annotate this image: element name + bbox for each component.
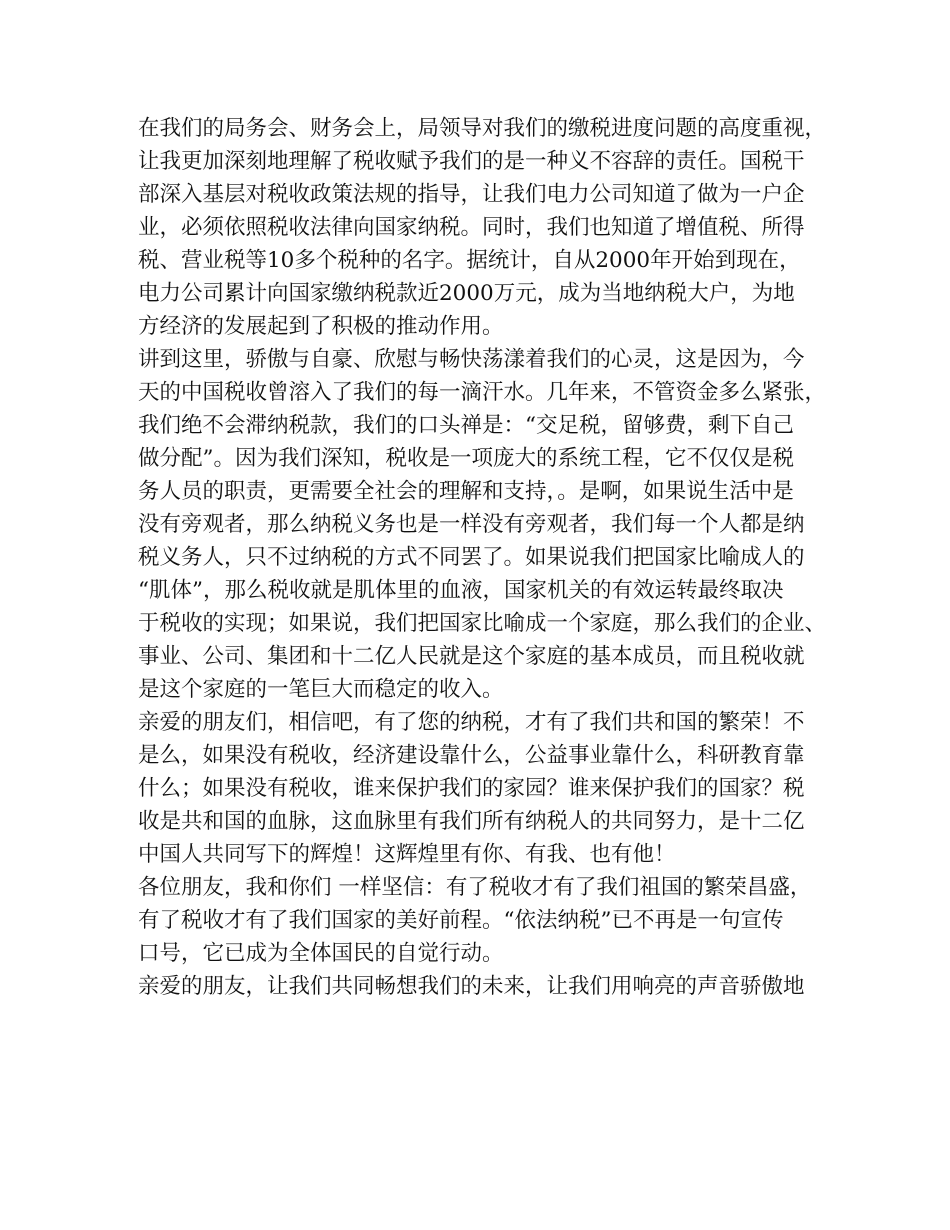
text-line: 业，必须依照税收法律向国家纳税。同时，我们也知道了增值税、所得 bbox=[138, 215, 805, 240]
text-line: 部深入基层对税收政策法规的指导，让我们电力公司知道了做为一户企 bbox=[138, 182, 805, 207]
text-line: 收是共和国的血脉，这血脉里有我们所有纳税人的共同努力，是十二亿 bbox=[138, 809, 805, 834]
text-line: 亲爱的朋友，让我们共同畅想我们的未来，让我们用响亮的声音骄傲地 bbox=[138, 974, 805, 999]
text-line: 亲爱的朋友们，相信吧，有了您的纳税，才有了我们共和国的繁荣！不 bbox=[138, 710, 805, 735]
document-body bbox=[138, 112, 838, 1003]
text-line: 什么；如果没有税收，谁来保护我们的家园？谁来保护我们的国家？税 bbox=[138, 776, 805, 801]
text-line: 让我更加深刻地理解了税收赋予我们的是一种义不容辞的责任。国税干 bbox=[138, 149, 805, 174]
text-line: 没有旁观者，那么纳税义务也是一样没有旁观者，我们每一个人都是纳 bbox=[138, 512, 805, 537]
text-line: 是么，如果没有税收，经济建设靠什么，公益事业靠什么，科研教育靠 bbox=[138, 743, 805, 768]
text-line: 税、营业税等10多个税种的名字。据统计，自从2000年开始到现在， bbox=[138, 248, 801, 273]
text-line: 事业、公司、集团和十二亿人民就是这个家庭的基本成员，而且税收就 bbox=[138, 644, 805, 669]
text-line: 讲到这里，骄傲与自豪、欣慰与畅快荡漾着我们的心灵，这是因为，今 bbox=[138, 347, 805, 372]
text-line: 税义务人，只不过纳税的方式不同罢了。如果说我们把国家比喻成人的 bbox=[138, 545, 805, 570]
text-line: 有了税收才有了我们国家的美好前程。“依法纳税”已不再是一句宣传 bbox=[138, 908, 784, 933]
text-line: 我们绝不会滞纳税款，我们的口头禅是：“交足税，留够费，剩下自己 bbox=[138, 413, 794, 438]
text-line: 是这个家庭的一笔巨大而稳定的收入。 bbox=[138, 677, 504, 702]
text-line: 做分配”。因为我们深知，税收是一项庞大的系统工程，它不仅仅是税 bbox=[138, 446, 794, 471]
text-line: 方经济的发展起到了积极的推动作用。 bbox=[138, 314, 504, 339]
text-line: 在我们的局务会、财务会上，局领导对我们的缴税进度问题的高度重视， bbox=[138, 116, 827, 141]
text-line: “肌体”，那么税收就是肌体里的血液，国家机关的有效运转最终取决 bbox=[138, 578, 784, 603]
text-line: 中国人共同写下的辉煌！这辉煌里有你、有我、也有他！ bbox=[138, 842, 676, 867]
text-line: 于税收的实现；如果说，我们把国家比喻成一个家庭，那么我们的企业、 bbox=[138, 611, 827, 636]
text-line: 电力公司累计向国家缴纳税款近2000万元，成为当地纳税大户，为地 bbox=[138, 281, 795, 306]
text-line: 口号，它已成为全体国民的自觉行动。 bbox=[138, 941, 504, 966]
text-line: 天的中国税收曾溶入了我们的每一滴汗水。几年来，不管资金多么紧张， bbox=[138, 380, 827, 405]
text-line: 各位朋友，我和你们 一样坚信：有了税收才有了我们祖国的繁荣昌盛， bbox=[138, 875, 812, 900]
text-line: 务人员的职责，更需要全社会的理解和支持，。是啊，如果说生活中是 bbox=[138, 479, 794, 504]
